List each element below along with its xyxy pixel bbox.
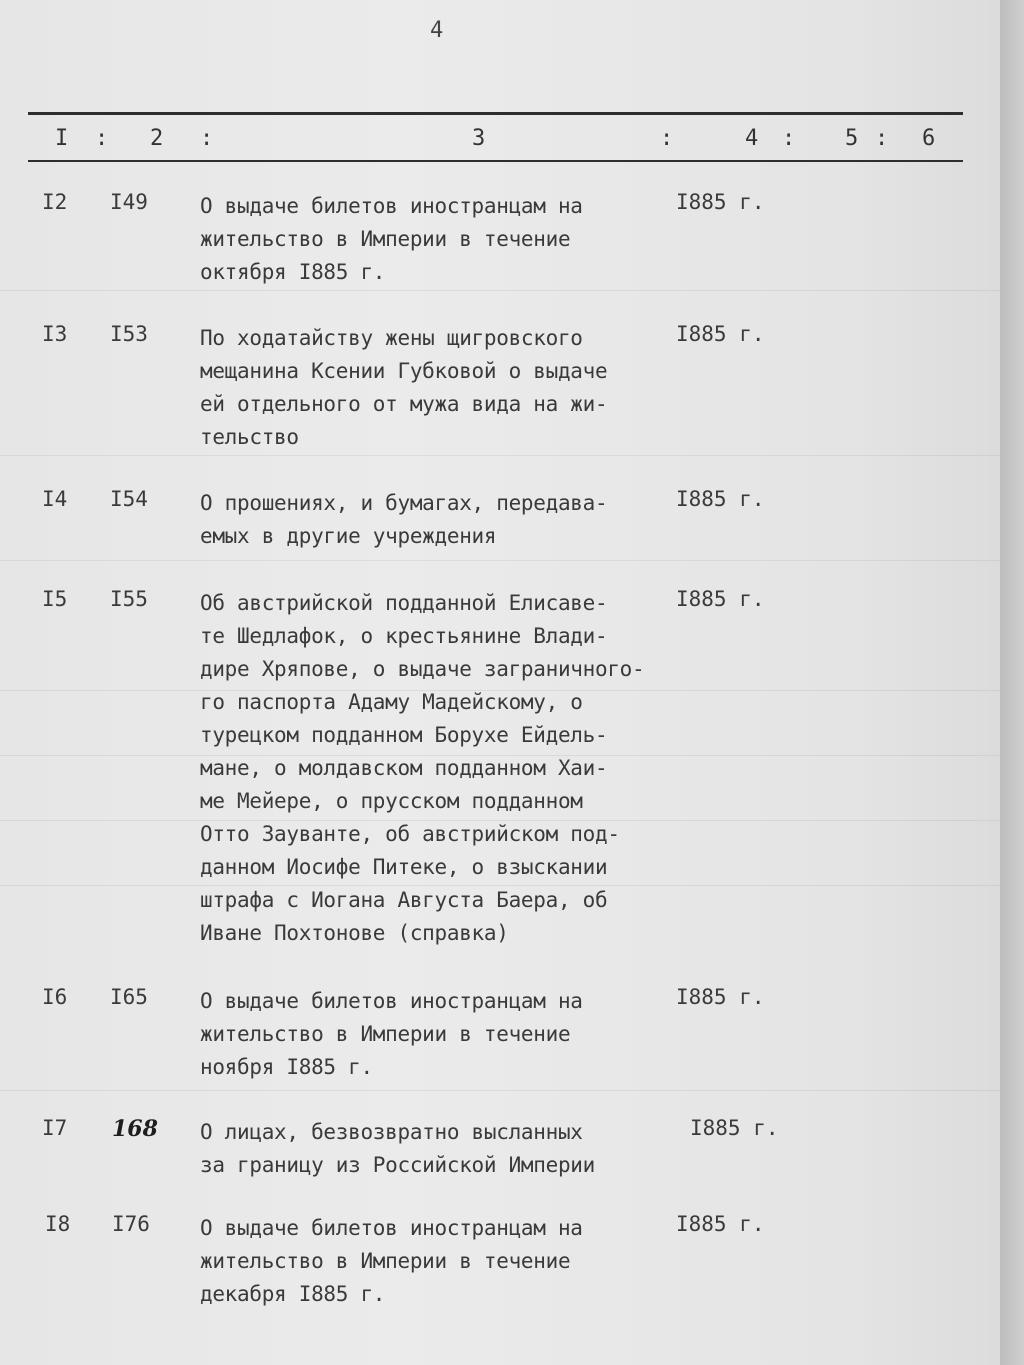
- row-number: I8: [45, 1212, 71, 1236]
- row-description: О выдаче билетов иностранцам на жительство в Империи в течение декабря I885 г.: [200, 1216, 583, 1306]
- header-separator: :: [95, 126, 109, 151]
- bleed-line: [0, 560, 1000, 561]
- row-year: I885 г.: [676, 487, 765, 511]
- header-col-3: 3: [472, 126, 486, 151]
- row-number: I3: [42, 322, 68, 346]
- row-year: I885 г.: [676, 190, 765, 214]
- header-rule-bottom: [28, 160, 963, 162]
- row-description: О выдаче билетов иностранцам на жительство в Империи в течение октября I885 г.: [200, 194, 583, 284]
- header-separator: :: [200, 126, 214, 151]
- header-col-4: 4: [745, 126, 759, 151]
- header-separator: :: [660, 126, 674, 151]
- row-description: Об австрийской подданной Елисаве- те Шедлафок, о крестьянине Влади- дире Хряпове, о выдаче заграничного- го паспорта Адаму Мадейскому, о турецком подданном Борухе Ейдель- мане, о молдавском подданном Хаи- ме Мейере, о прусском подданном Отто Заувaнте, об австрийском под- данном Иосифе Питеке, о взыскании штрафа с Иогана Августа Баера, об Иване Похтонове (справка): [200, 591, 645, 945]
- page-edge-shadow: [1000, 0, 1024, 1365]
- row-number: I2: [42, 190, 68, 214]
- row-number: I4: [42, 487, 68, 511]
- row-year: I885 г.: [676, 985, 765, 1009]
- header-col-2: 2: [150, 126, 164, 151]
- row-description: О прошениях, и бумагах, передава- емых в другие учреждения: [200, 491, 608, 548]
- header-col-6: 6: [922, 126, 936, 151]
- header-col-1: I: [55, 126, 69, 151]
- header-separator: :: [782, 126, 796, 151]
- file-number: I54: [110, 487, 148, 511]
- file-number: I53: [110, 322, 148, 346]
- header-rule-top: [28, 112, 963, 115]
- file-number-handwritten: 168: [112, 1116, 158, 1142]
- row-description: По ходатайству жены щигровского мещанина Ксении Губковой о выдаче ей отдельного от мужа вида на жи- тельство: [200, 326, 608, 449]
- header-separator: :: [875, 126, 889, 151]
- row-year: I885 г.: [676, 1212, 765, 1236]
- row-number: I6: [42, 985, 68, 1009]
- row-number: I5: [42, 587, 68, 611]
- row-description: О лицах, безвозвратно высланных за границу из Российской Империи: [200, 1120, 595, 1177]
- page-number: 4: [430, 18, 444, 43]
- bleed-line: [0, 290, 1000, 291]
- header-col-5: 5: [845, 126, 859, 151]
- row-year: I885 г.: [676, 322, 765, 346]
- file-number: I49: [110, 190, 148, 214]
- file-number: I76: [112, 1212, 150, 1236]
- file-number: I55: [110, 587, 148, 611]
- row-year: I885 г.: [690, 1116, 779, 1140]
- bleed-line: [0, 455, 1000, 456]
- row-year: I885 г.: [676, 587, 765, 611]
- row-number: I7: [42, 1116, 68, 1140]
- bleed-line: [0, 1090, 1000, 1091]
- row-description: О выдаче билетов иностранцам на жительство в Империи в течение ноября I885 г.: [200, 989, 583, 1079]
- file-number: I65: [110, 985, 148, 1009]
